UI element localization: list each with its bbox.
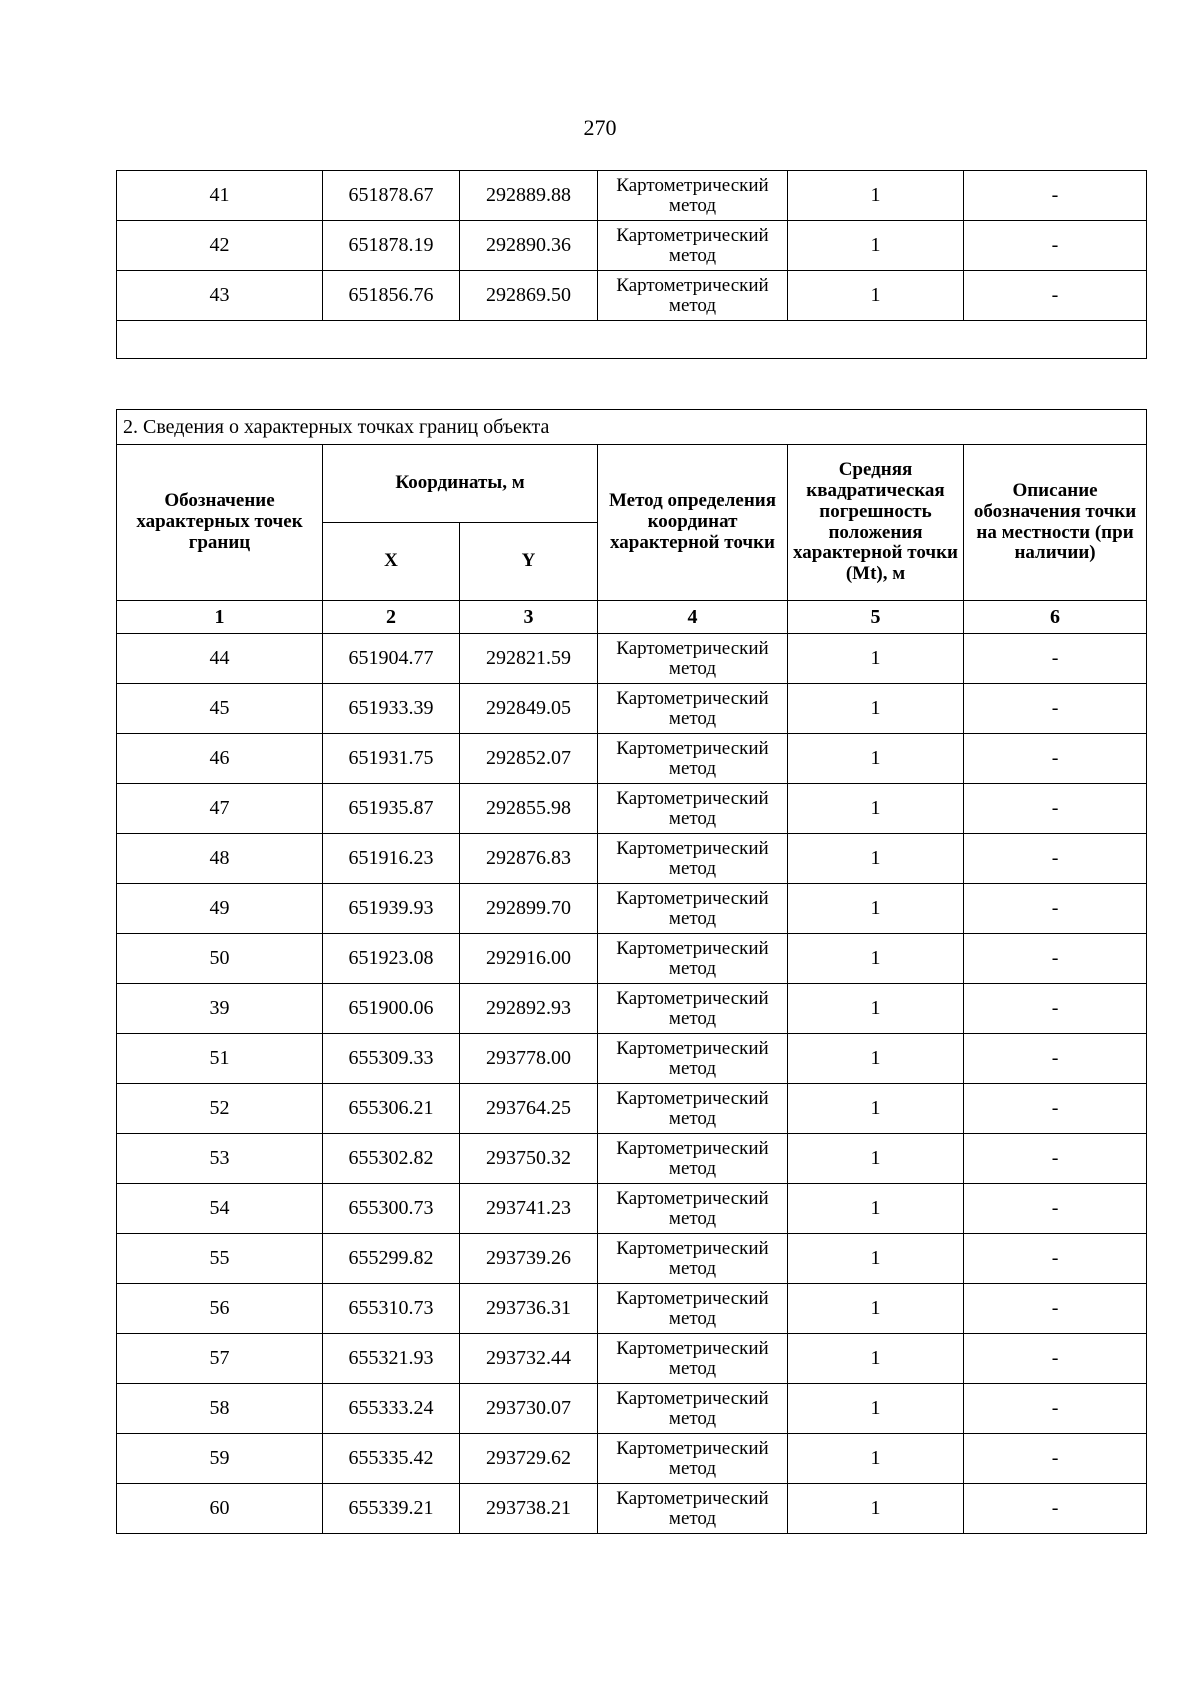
table-row	[117, 1434, 1147, 1484]
y-cell: 292916.00	[460, 934, 598, 984]
table-row	[117, 1484, 1147, 1534]
point-id-cell: 39	[117, 984, 323, 1034]
description-cell: -	[964, 884, 1147, 934]
table-row	[117, 834, 1147, 884]
description-cell: -	[964, 1384, 1147, 1434]
description-cell: -	[964, 1084, 1147, 1134]
y-cell: 292876.83	[460, 834, 598, 884]
x-cell: 651931.75	[323, 734, 460, 784]
mt-cell: 1	[788, 271, 964, 321]
section-title: 2. Сведения о характерных точках границ объекта	[117, 410, 1147, 445]
point-id-cell: 60	[117, 1484, 323, 1534]
boundary-points-table-body	[117, 634, 1147, 1534]
point-id-cell: 47	[117, 784, 323, 834]
point-id-cell: 55	[117, 1234, 323, 1284]
method-cell: Картометрический метод	[598, 221, 788, 271]
point-id-cell: 50	[117, 934, 323, 984]
x-cell: 651939.93	[323, 884, 460, 934]
method-cell: Картометрический метод	[598, 1084, 788, 1134]
x-cell: 651923.08	[323, 934, 460, 984]
x-cell: 655339.21	[323, 1484, 460, 1534]
empty-cell	[117, 321, 1147, 359]
y-cell: 292869.50	[460, 271, 598, 321]
table-row	[117, 884, 1147, 934]
table-row	[117, 1084, 1147, 1134]
boundary-points-table	[116, 409, 1147, 1534]
mt-cell: 1	[788, 221, 964, 271]
column-number: 1	[117, 601, 323, 634]
description-cell: -	[964, 1434, 1147, 1484]
x-cell: 655333.24	[323, 1384, 460, 1434]
point-id-cell: 51	[117, 1034, 323, 1084]
table-row	[117, 1034, 1147, 1084]
mt-cell: 1	[788, 784, 964, 834]
y-cell: 292849.05	[460, 684, 598, 734]
mt-cell: 1	[788, 634, 964, 684]
column-number: 5	[788, 601, 964, 634]
description-cell: -	[964, 1234, 1147, 1284]
point-id-cell: 53	[117, 1134, 323, 1184]
table-row	[117, 271, 1147, 321]
description-cell: -	[964, 1484, 1147, 1534]
header-y: Y	[460, 523, 598, 601]
y-cell: 293750.32	[460, 1134, 598, 1184]
column-number: 2	[323, 601, 460, 634]
description-cell: -	[964, 1134, 1147, 1184]
method-cell: Картометрический метод	[598, 1134, 788, 1184]
column-number: 6	[964, 601, 1147, 634]
point-id-cell: 56	[117, 1284, 323, 1334]
point-id-cell: 52	[117, 1084, 323, 1134]
description-cell: -	[964, 784, 1147, 834]
method-cell: Картометрический метод	[598, 884, 788, 934]
header-mt: Средняя квадратическая погрешность положения характерной точки (Mt), м	[788, 445, 964, 601]
point-id-cell: 46	[117, 734, 323, 784]
mt-cell: 1	[788, 1284, 964, 1334]
point-id-cell: 48	[117, 834, 323, 884]
description-cell: -	[964, 984, 1147, 1034]
mt-cell: 1	[788, 1434, 964, 1484]
method-cell: Картометрический метод	[598, 1184, 788, 1234]
method-cell: Картометрический метод	[598, 1234, 788, 1284]
point-id-cell: 54	[117, 1184, 323, 1234]
y-cell: 293739.26	[460, 1234, 598, 1284]
x-cell: 655335.42	[323, 1434, 460, 1484]
table-row	[117, 1234, 1147, 1284]
description-cell: -	[964, 221, 1147, 271]
point-id-cell: 59	[117, 1434, 323, 1484]
header-method: Метод определения координат характерной точки	[598, 445, 788, 601]
y-cell: 293741.23	[460, 1184, 598, 1234]
description-cell: -	[964, 1034, 1147, 1084]
continuation-table	[116, 170, 1147, 359]
y-cell: 292852.07	[460, 734, 598, 784]
header-description: Описание обозначения точки на местности (при наличии)	[964, 445, 1147, 601]
empty-row	[117, 321, 1147, 359]
mt-cell: 1	[788, 684, 964, 734]
x-cell: 655306.21	[323, 1084, 460, 1134]
method-cell: Картометрический метод	[598, 1034, 788, 1084]
table-row	[117, 171, 1147, 221]
x-cell: 655299.82	[323, 1234, 460, 1284]
y-cell: 292899.70	[460, 884, 598, 934]
method-cell: Картометрический метод	[598, 634, 788, 684]
table-row	[117, 984, 1147, 1034]
description-cell: -	[964, 834, 1147, 884]
table-row	[117, 734, 1147, 784]
x-cell: 651856.76	[323, 271, 460, 321]
x-cell: 655321.93	[323, 1334, 460, 1384]
continuation-table-body	[117, 171, 1147, 359]
y-cell: 293738.21	[460, 1484, 598, 1534]
point-id-cell: 44	[117, 634, 323, 684]
point-id-cell: 45	[117, 684, 323, 734]
table-row	[117, 684, 1147, 734]
mt-cell: 1	[788, 984, 964, 1034]
mt-cell: 1	[788, 834, 964, 884]
header-x: X	[323, 523, 460, 601]
y-cell: 292890.36	[460, 221, 598, 271]
description-cell: -	[964, 1184, 1147, 1234]
table-row	[117, 934, 1147, 984]
page-number: 270	[583, 115, 617, 140]
x-cell: 651916.23	[323, 834, 460, 884]
mt-cell: 1	[788, 1084, 964, 1134]
description-cell: -	[964, 734, 1147, 784]
table-row	[117, 1334, 1147, 1384]
y-cell: 293778.00	[460, 1034, 598, 1084]
column-number: 4	[598, 601, 788, 634]
method-cell: Картометрический метод	[598, 171, 788, 221]
x-cell: 655302.82	[323, 1134, 460, 1184]
mt-cell: 1	[788, 1134, 964, 1184]
point-id-cell: 41	[117, 171, 323, 221]
description-cell: -	[964, 1334, 1147, 1384]
column-numbers-row	[117, 601, 1147, 634]
point-id-cell: 57	[117, 1334, 323, 1384]
x-cell: 655309.33	[323, 1034, 460, 1084]
y-cell: 293764.25	[460, 1084, 598, 1134]
table-row	[117, 221, 1147, 271]
table-row	[117, 1284, 1147, 1334]
method-cell: Картометрический метод	[598, 684, 788, 734]
method-cell: Картометрический метод	[598, 784, 788, 834]
y-cell: 293729.62	[460, 1434, 598, 1484]
x-cell: 655310.73	[323, 1284, 460, 1334]
y-cell: 293736.31	[460, 1284, 598, 1334]
x-cell: 651900.06	[323, 984, 460, 1034]
method-cell: Картометрический метод	[598, 734, 788, 784]
method-cell: Картометрический метод	[598, 1284, 788, 1334]
header-designation: Обозначение характерных точек границ	[117, 445, 323, 601]
x-cell: 651933.39	[323, 684, 460, 734]
y-cell: 293730.07	[460, 1384, 598, 1434]
mt-cell: 1	[788, 1384, 964, 1434]
mt-cell: 1	[788, 1334, 964, 1384]
y-cell: 292821.59	[460, 634, 598, 684]
mt-cell: 1	[788, 1034, 964, 1084]
point-id-cell: 43	[117, 271, 323, 321]
table-row	[117, 1384, 1147, 1434]
y-cell: 292855.98	[460, 784, 598, 834]
y-cell: 293732.44	[460, 1334, 598, 1384]
table-row	[117, 634, 1147, 684]
method-cell: Картометрический метод	[598, 1334, 788, 1384]
method-cell: Картометрический метод	[598, 271, 788, 321]
mt-cell: 1	[788, 884, 964, 934]
point-id-cell: 49	[117, 884, 323, 934]
y-cell: 292892.93	[460, 984, 598, 1034]
method-cell: Картометрический метод	[598, 834, 788, 884]
method-cell: Картометрический метод	[598, 984, 788, 1034]
x-cell: 651904.77	[323, 634, 460, 684]
header-coordinates: Координаты, м	[323, 445, 598, 523]
mt-cell: 1	[788, 171, 964, 221]
description-cell: -	[964, 171, 1147, 221]
mt-cell: 1	[788, 1184, 964, 1234]
column-number: 3	[460, 601, 598, 634]
description-cell: -	[964, 684, 1147, 734]
method-cell: Картометрический метод	[598, 1484, 788, 1534]
x-cell: 655300.73	[323, 1184, 460, 1234]
description-cell: -	[964, 271, 1147, 321]
point-id-cell: 42	[117, 221, 323, 271]
y-cell: 292889.88	[460, 171, 598, 221]
method-cell: Картометрический метод	[598, 1434, 788, 1484]
x-cell: 651935.87	[323, 784, 460, 834]
mt-cell: 1	[788, 934, 964, 984]
mt-cell: 1	[788, 1484, 964, 1534]
point-id-cell: 58	[117, 1384, 323, 1434]
description-cell: -	[964, 1284, 1147, 1334]
x-cell: 651878.19	[323, 221, 460, 271]
mt-cell: 1	[788, 734, 964, 784]
mt-cell: 1	[788, 1234, 964, 1284]
method-cell: Картометрический метод	[598, 1384, 788, 1434]
description-cell: -	[964, 634, 1147, 684]
table-row	[117, 1184, 1147, 1234]
table-row	[117, 1134, 1147, 1184]
x-cell: 651878.67	[323, 171, 460, 221]
method-cell: Картометрический метод	[598, 934, 788, 984]
description-cell: -	[964, 934, 1147, 984]
table-row	[117, 784, 1147, 834]
